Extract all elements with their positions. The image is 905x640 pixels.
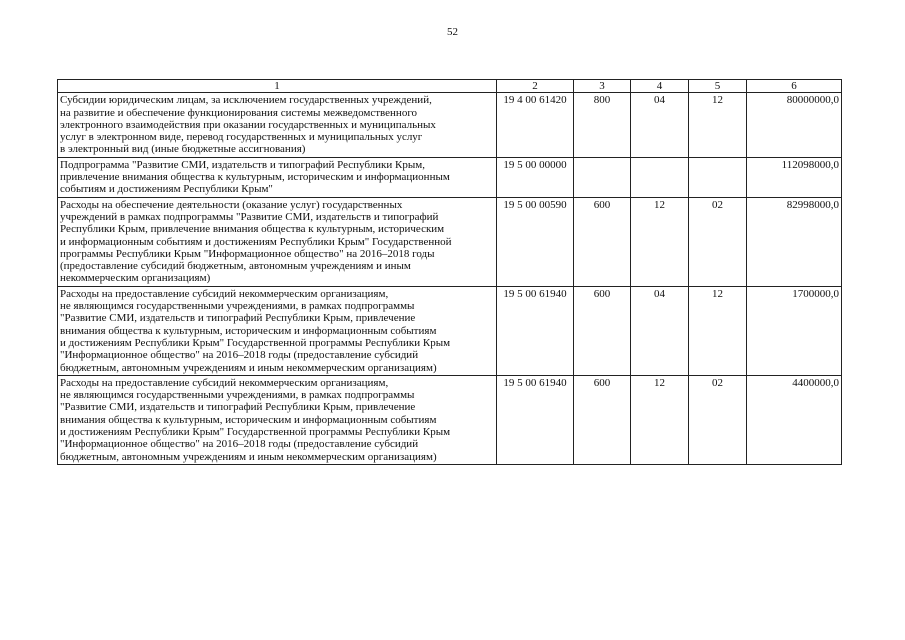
row-col4	[631, 157, 689, 197]
row-col4: 04	[631, 93, 689, 157]
table-row	[58, 157, 842, 197]
row-code: 19 4 00 61420	[497, 93, 574, 157]
row-amount: 112098000,0	[747, 157, 842, 197]
row-col3: 600	[574, 286, 631, 375]
budget-table	[57, 79, 842, 465]
table-row	[58, 375, 842, 464]
row-col5: 02	[689, 197, 747, 286]
row-description: Расходы на предоставление субсидий некоммерческим организациям, не являющимся государственными учреждениями, в рамках подпрограммы "Развитие СМИ, издательств и типографий Республики Крым, привлечение внимания общества к культурным, историческим и информационным событиям и достижениям Республики Крым" Государственной программы Республики Крым "Информационное общество" на 2016–2018 годы (предоставление субсидий бюджетным, автономным учреждениям и иным некоммерческим организациям)	[58, 286, 497, 375]
row-col5: 02	[689, 375, 747, 464]
row-col5	[689, 157, 747, 197]
table-header-row	[58, 80, 842, 93]
row-col3: 800	[574, 93, 631, 157]
table-row	[58, 93, 842, 157]
row-code: 19 5 00 00590	[497, 197, 574, 286]
row-description: Расходы на предоставление субсидий некоммерческим организациям, не являющимся государственными учреждениями, в рамках подпрограммы "Развитие СМИ, издательств и типографий Республики Крым, привлечение внимания общества к культурным, историческим и информационным событиям и достижениям Республики Крым" Государственной программы Республики Крым "Информационное общество" на 2016–2018 годы (предоставление субсидий бюджетным, автономным учреждениям и иным некоммерческим организациям)	[58, 375, 497, 464]
column-header: 4	[631, 80, 689, 93]
row-col3: 600	[574, 197, 631, 286]
table-row	[58, 286, 842, 375]
row-code: 19 5 00 61940	[497, 375, 574, 464]
row-col5: 12	[689, 286, 747, 375]
row-amount: 1700000,0	[747, 286, 842, 375]
page-number: 52	[447, 26, 458, 38]
column-header: 6	[747, 80, 842, 93]
column-header: 3	[574, 80, 631, 93]
row-description: Подпрограмма "Развитие СМИ, издательств и типографий Республики Крым, привлечение внимания общества к культурным, историческим и информационным событиям и достижениям Республики Крым"	[58, 157, 497, 197]
row-col3: 600	[574, 375, 631, 464]
row-code: 19 5 00 00000	[497, 157, 574, 197]
row-description: Расходы на обеспечение деятельности (оказание услуг) государственных учреждений в рамках подпрограммы "Развитие СМИ, издательств и типографий Республики Крым, привлечение внимания общества к культурным, историческим и информационным событиям и достижениям Республики Крым" Государственной программы Республики Крым "Информационное общество" на 2016–2018 годы (предоставление субсидий бюджетным, автономным учреждениям и иным некоммерческим организациям)	[58, 197, 497, 286]
row-col4: 12	[631, 197, 689, 286]
column-header: 2	[497, 80, 574, 93]
table-row	[58, 197, 842, 286]
row-col4: 04	[631, 286, 689, 375]
row-col5: 12	[689, 93, 747, 157]
column-header: 1	[58, 80, 497, 93]
column-header: 5	[689, 80, 747, 93]
row-col3	[574, 157, 631, 197]
row-col4: 12	[631, 375, 689, 464]
row-amount: 82998000,0	[747, 197, 842, 286]
row-code: 19 5 00 61940	[497, 286, 574, 375]
row-amount: 80000000,0	[747, 93, 842, 157]
row-description: Субсидии юридическим лицам, за исключением государственных учреждений, на развитие и обеспечение функционирования системы межведомственного электронного взаимодействия при оказании государственных и муниципальных услуг в электронном виде, перевод государственных и муниципальных услуг в электронный вид (иные бюджетные ассигнования)	[58, 93, 497, 157]
row-amount: 4400000,0	[747, 375, 842, 464]
